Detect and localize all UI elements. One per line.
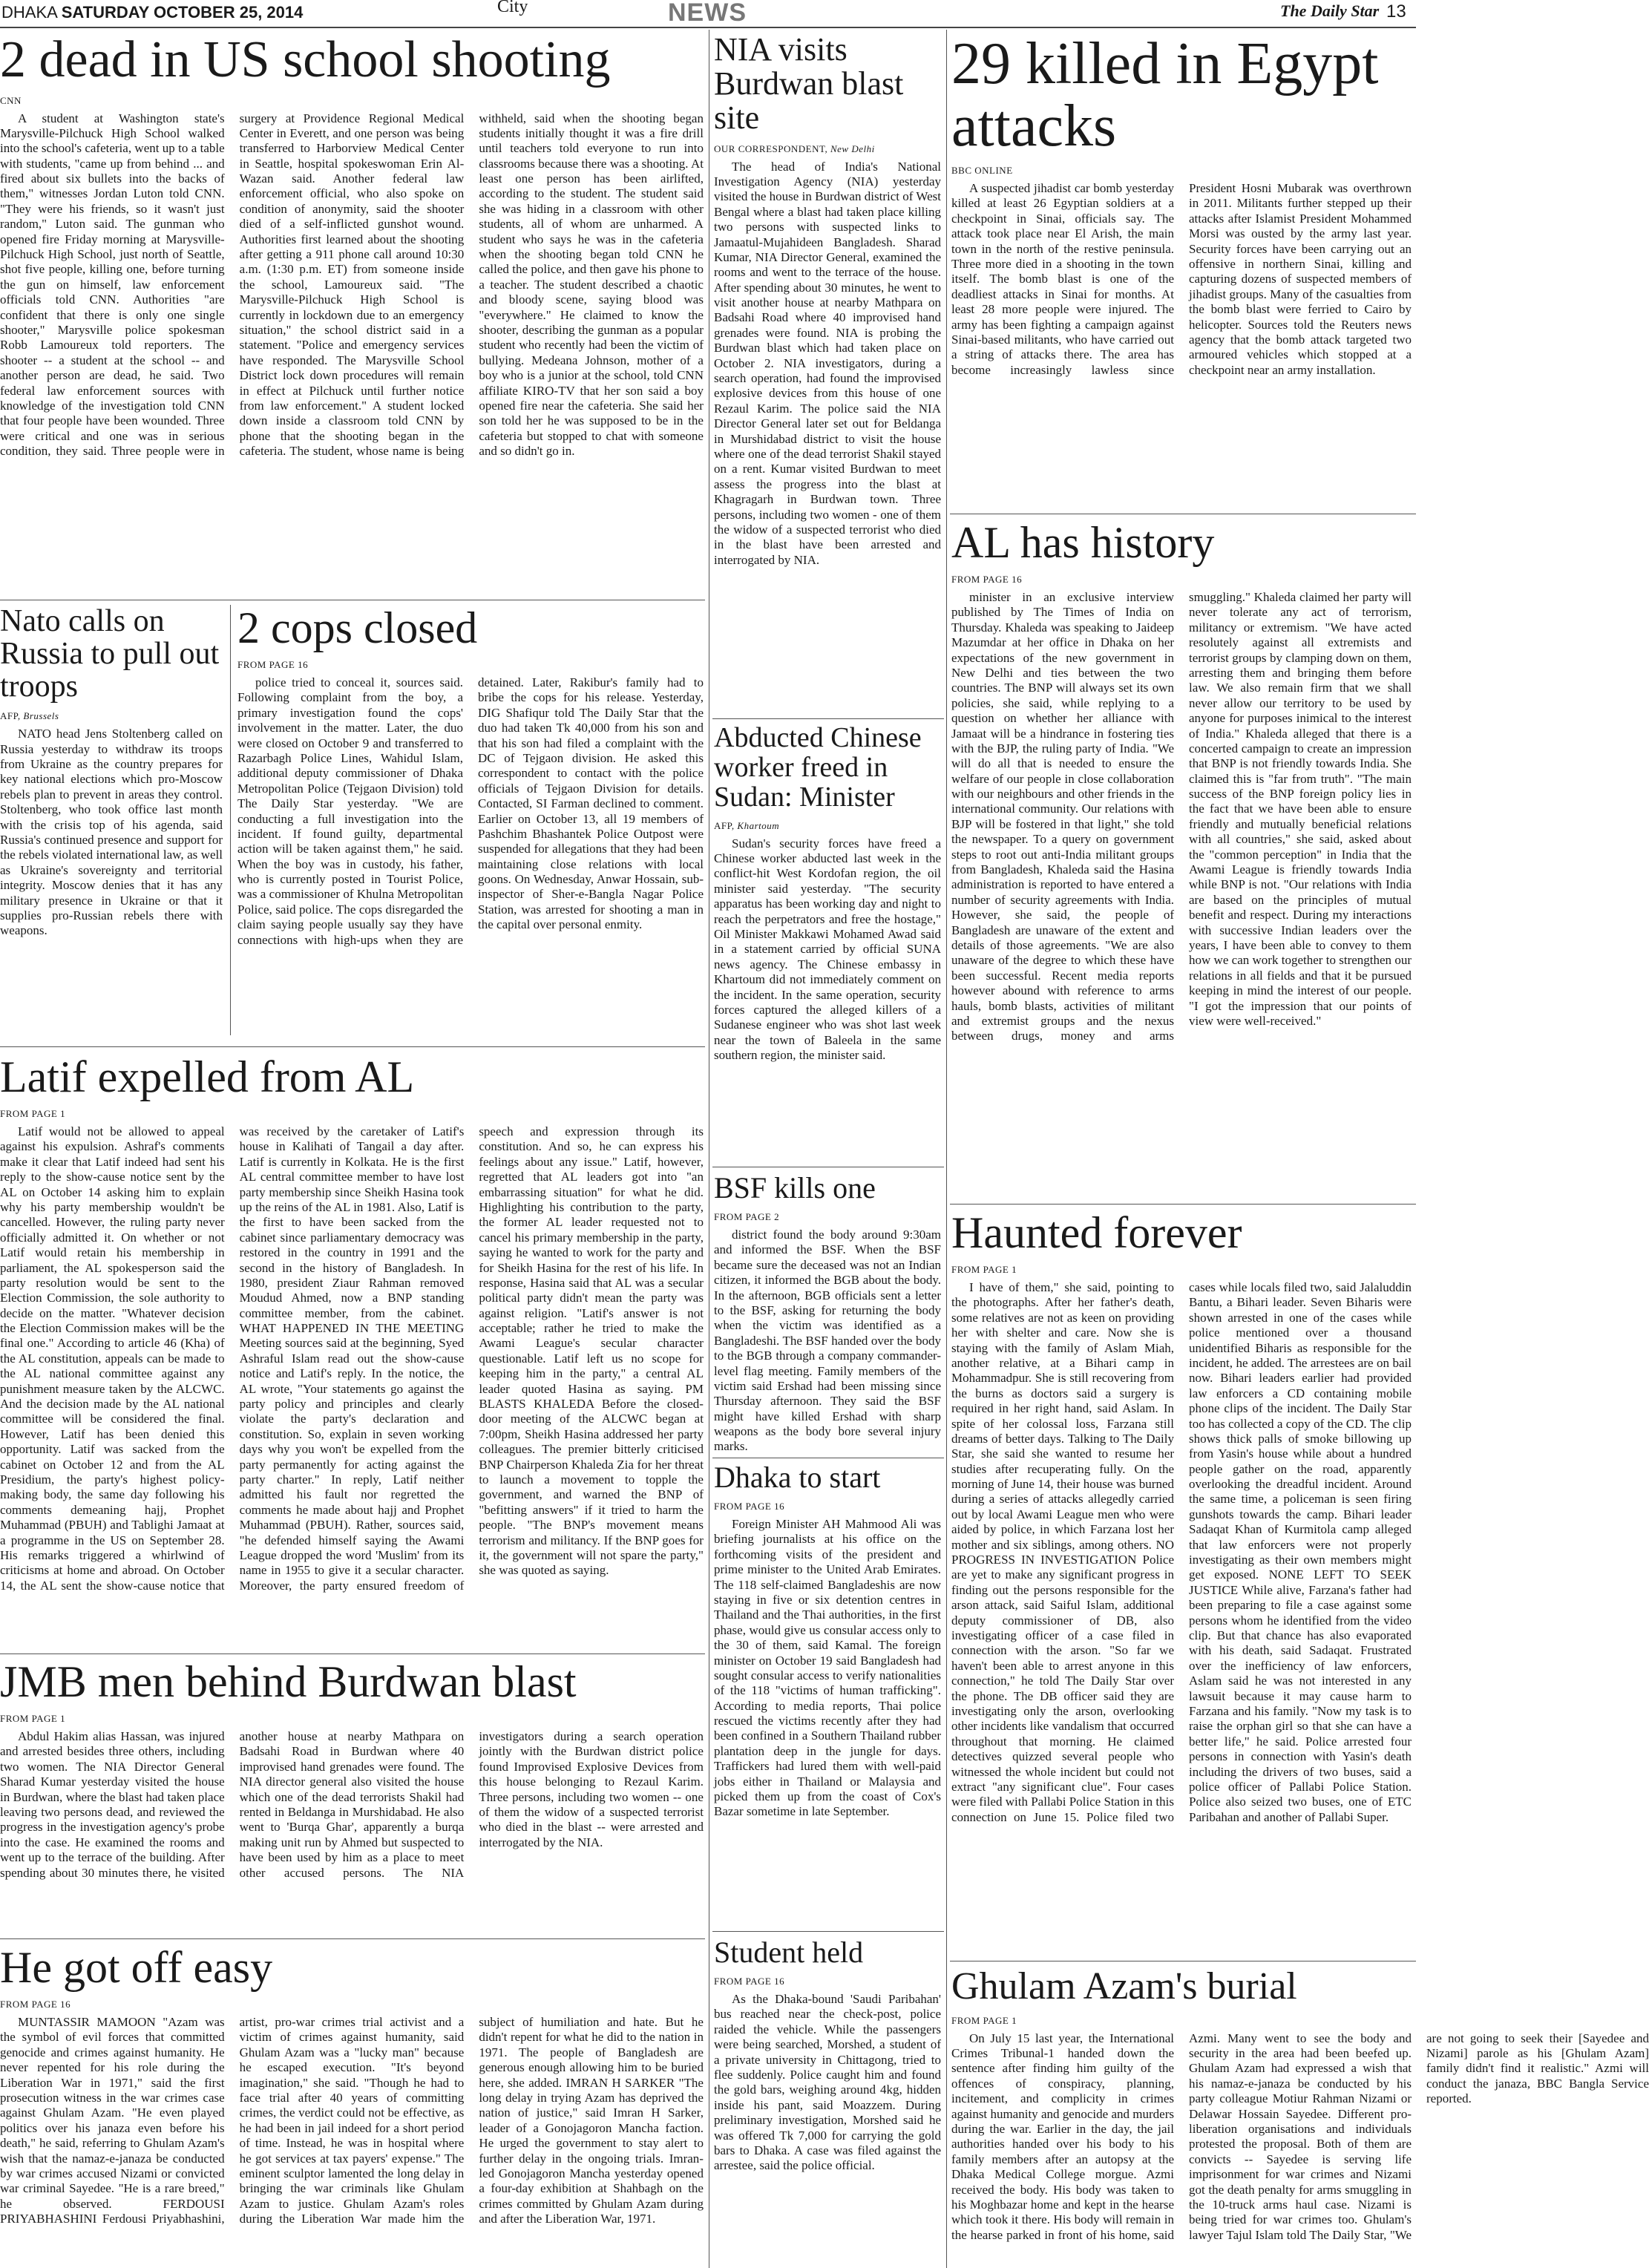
story-body [0, 2015, 704, 2252]
body-text: Latif would not be allowed to appeal against his expulsion. Ashraf's comments make it clear that Latif indeed had sent his reply to the show-cause notice sent by the AL on October 14 asking him to explain why his party membership wouldn't be cancelled. However, the ruling party never officially admitted it. On whether or not Latif would retain his membership in parliament, the AL spokesperson said the party resolution would be sent to the Election Commission, the sole authority to decide on the matter. "Whatever decision the Election Commission makes will be the final one." According to article 46 (Kha) of the AL constitution, appeals can be made to the AL national committee against any punishment measure taken by the ALCWC. And the decision made by the AL national committee will be considered the final. However, Latif has been denied this opportunity. Latif was sacked from the cabinet on October 12 and from the AL Presidium, the party's highest policy-making body, the same day following his comments demeaning hajj, Prophet Muhammad (PBUH) and Tablighi Jamaat at a programme in the US on September 28. His remarks triggered a whirlwind of criticisms at home and abroad. On October 14, the AL sent the show-cause notice that was received by the caretaker of Latif's house in Kalihati of Tangail a day after. Latif is currently in Kolkata. He is the first AL central committee member to have lost party membership since Sheikh Hasina took up the reins of the AL in 1981. Also, Latif is the first to have been sacked from the cabinet since parliamentary democracy was restored in the country in 1991 and the second in the history of Bangladesh. In 1980, president Ziaur Rahman removed Moudud Ahmed, now a BNP standing committee member, from the cabinet. WHAT HAPPENED IN THE MEETING Meeting sources said at the beginning, Syed Ashraful Islam read out the show-cause notice and Latif's reply. In the notice, the AL wrote, "Your statements go against the party policy and principles and clearly violate the party's declaration and constitution. So, explain in seven working days why you won't be expelled from the party permanently for acting against the party charter." In reply, Latif neither admitted his fault nor regretted the comments he made about hajj and Prophet Muhammad (PBUH). Rather, sources said, "he defended himself saying the Awami League dropped the word 'Muslim' from its name in 1955 to give it a secular character. Moreover, the party ensured freedom of speech and expression through its constitution. And so, he can express his feelings about any issue." Latif, however, regretted that AL leaders got into "an embarrassing situation" for what he did. Highlighting his contribution to the party, the former AL leader requested not to cancel his primary membership in the party, saying he wanted to work for the party and for Sheikh Hasina for the rest of his life. In response, Hasina said that AL was a secular political party didn't mean the party was against religion. "Latif's answer is not acceptable; rather he tried to make the Awami League's secular character questionable. Latif left us no scope for keeping him in the party," a central AL leader quoted Hasina as saying. PM BLASTS KHALEDA Before the closed-door meeting of the ALCWC began at 7:00pm, Sheikh Hasina addressed her party colleagues. The premier bitterly criticised BNP Chairperson Khaleda Zia for her threat to launch a movement to topple the government, and warned the BNP of "befitting answers" if it tried to harm the people. "The BNP's movement means terrorism and militancy. If the BNP goes for it, the government will not spare the party," she was quoted as saying. [0, 1124, 704, 1593]
story-rule [712, 1931, 944, 1932]
story-body [0, 1729, 704, 1922]
body-text: A student at Washington state's Marysville-Pilchuck High School walked into the school's cafeteria, went up to a table with students, "came up from behind ... and fired about six bullets into the backs of them," witnesses Jordan Luton told CNN. "They were his friends, so it wasn't just random," Luton said. The gunman who opened fire Friday morning at Marysville-Pilchuck High School, just north of Seattle, shot five people, killing one, before turning the gun on himself, law enforcement officials told CNN. Authorities "are confident that there is only one single shooter," Marysville police spokesman Robb Lamoureux told reporters. The shooter -- a student at the school -- and another person are dead, he said. Two federal law enforcement sources with knowledge of the investigation told CNN that four people have been wounded. Three were critical and one was in serious condition, they said. Three people were in surgery at Providence Regional Medical Center in Everett, and one person was being transferred to Harborview Medical Center in Seattle, hospital spokeswoman Erin Al-Wazan said. Another federal law enforcement official, who also spoke on condition of anonymity, said the shooter died of a self-inflicted gunshot wound. Authorities first learned about the shooting after getting a 911 phone call around 10:30 a.m. (1:30 p.m. ET) from someone inside the school, Lamoureux said. "The Marysville-Pilchuck High School is currently in lockdown due to an emergency situation," the school district said in a statement. "Police and emergency services have responded. The Marysville School District lock down procedures will remain in effect at Pilchuck until further notice from law enforcement." A student locked down inside a classroom told CNN by phone that the shooting began in the cafeteria. The student, whose name is being withheld, said when the shooting began students initially thought it was a fire drill until teachers told everyone to run into classrooms because there was a shooting. At least one person has been airlifted, according to the student. The student said she was hiding in a classroom with other students, all of whom are unharmed. A student who says he was in the cafeteria when the shooting began told CNN he called the police, and then gave his phone to a teacher. The student described a chaotic and bloody scene, saying blood was "everywhere." He claimed to know the shooter, describing the gunman as a popular student who recently had been the victim of bullying. Medeana Johnson, mother of a boy who is a junior at the school, told CNN affiliate KIRO-TV that her son said a boy opened fire near the cafeteria. She said her son told her he was supposed to be in the cafeteria but stopped to chat with someone and so didn't go in. [0, 111, 704, 459]
story-body [714, 1517, 941, 1820]
section-label: City [497, 0, 528, 16]
story-body [237, 675, 704, 1024]
story-body [951, 590, 1412, 1176]
byline: FROM PAGE 2 [714, 1211, 780, 1222]
section-title: NEWS [668, 0, 747, 27]
byline: FROM PAGE 1 [0, 1713, 66, 1724]
story-student [714, 1937, 941, 2264]
body-text: The head of India's National Investigation Agency (NIA) yesterday visited the house in Burdwan district of West Bengal where a blast had taken place killing two persons with suspected links to Jamaatul-Mujahideen Bangladesh. Sharad Kumar, NIA Director General, examined the rooms and went to the terrace of the house. After spending about 30 minutes, he went to visit another house at nearby Mathpara on Badsahi Road where 40 improvised hand grenades were found. NIA is probing the Burdwan blast which had taken place on October 2. NIA investigators, during a search operation, had found the improvised explosive devices from this house of one Rezaul Karim. The police said the NIA Director General later set out for Beldanga in Murshidabad district to visit the house where one of the dead terrorist Shakil stayed on a rent. Kumar visited Burdwan to meet assess the progress into the blast at Khagragarh in Burdwan town. Three persons, including two women - one of them the widow of a suspected terrorist who died in the blast have been arrested and interrogated by NIA. [714, 159, 941, 567]
body-text: I have of them," she said, pointing to the photographs. After her father's death, some relatives are not as keen on providing her with shelter and care. Now she is staying with the family of Aslam Miah, another relative, at a Bihari camp in Mohammadpur. She is still recovering from the burns as doctors said a surgery is required in her right hand, said Aslam. In spite of her colossal loss, Farzana still dreams of better days. Talking to The Daily Star, she said she wanted to resume her studies after recuperating fully. On the morning of June 14, their house was burned during a series of attacks allegedly carried out by local Awami League men who were aided by police, in which Farzana lost her mother and six siblings, among others. NO PROGRESS IN INVESTIGATION Police are yet to make any significant progress in finding out the persons responsible for the arson attack, said Saiful Islam, additional deputy commissioner of DB, also investigating officer of a case filed in connection with the arson. "So far we haven't been able to arrest anyone in this connection," he told The Daily Star over the phone. The DB officer said they are investigating only the arson, overlooking other incidents like vandalism that occurred throughout that morning. He claimed detectives quizzed several people who witnessed the whole incident but could not extract "any significant clue". Four cases were filed with Pallabi Police Station in this connection on June 15. Police filed two cases while locals filed two, said Jalaluddin Bantu, a Bihari leader. Seven Biharis were shown arrested in one of the cases while police mentioned over a thousand unidentified Biharis as responsible for the incident, he added. The arrestees are on bail now. Bihari leaders earlier had provided law enforcers a CD containing mobile phone clips of the incident. The Daily Star too has collected a copy of the CD. The clip shows thick palls of smoke billowing up from Yasin's house while about a hundred people gather on the road, apparently overlooking the dreadful incident. Around the same time, a policeman is seen firing gunshots towards the camp. Bihari leader Sadaqat Khan of Kurmitola camp alleged that law enforcers were not properly investigating as their own members might get exposed. NONE LEFT TO SEEK JUSTICE While alive, Farzana's father had been preparing to file a case against some persons whom he identified from the video clip. But that chance has also evaporated with his death, said Sadaqat. Frustrated over the inefficiency of law enforcers, Aslam said he was not interested in any lawsuit because it may cause harm to Farzana and his family. "Now my task is to raise the orphan girl so that she can have a better life," he said. Police arrested four persons in connection with Yasin's death including the drivers of two buses, said a police officer of Pallabi Police Station. Police also seized two buses, one of ETC Paribahan and another of Pallabi Super. [951, 1280, 1412, 1824]
page-number: 13 [1386, 1, 1406, 22]
story-body [951, 1280, 1412, 1933]
story-body [0, 727, 223, 938]
story-body [0, 111, 704, 564]
story-body [714, 1228, 941, 1455]
body-text: Foreign Minister AH Mahmood Ali was briefing journalists at his office on the forthcoming visits of the president and prime minister to the United Arab Emirates. The 118 self-claimed Bangladeshis are now staying in five or six detention centres in Thailand and the Thai authorities, in the first phase, would give us consular access only to the 30 of them, said Kamal. The foreign minister on October 19 said Bangladesh had sought consular access to verify nationalities of the 118 "victims of human trafficking". According to media reports, Thai police rescued the victims recently after they had been confined in a Southern Thailand rubber plantation deep in the jungle for days. Traffickers had lured them with well-paid jobs either in Thailand or Malaysia and picked them up from the coast of Cox's Bazar sometime in late September. [714, 1517, 941, 1819]
headline: Latif expelled from AL [0, 1052, 415, 1101]
headline: AL has history [951, 518, 1215, 567]
byline: FROM PAGE 1 [951, 2014, 1017, 2026]
byline: FROM PAGE 16 [237, 659, 309, 670]
story-chinese [714, 724, 941, 1154]
page-header [0, 0, 1416, 28]
byline: OUR CORRESPONDENT, New Delhi [714, 142, 875, 154]
body-text: As the Dhaka-bound 'Saudi Paribahan' bus reached near the check-post, police raided the vehicle. While the passengers were being searched, Morshed, a student of a private university in Chittagong, tried to flee suddenly. Police caught him and found the gold bars, weighing around 4kg, hidden inside his pant, said Moazzem. During preliminary investigation, Morshed said he was offered Tk 7,000 for carrying the gold bars to Dhaka. A case was filed against the arrestee, said the police official. [714, 1992, 941, 2173]
headline: 29 killed in Egypt attacks [951, 31, 1379, 159]
story-body [951, 181, 1412, 493]
column-rule [230, 605, 231, 1035]
story-al-history [951, 520, 1412, 1195]
story-jmb [0, 1659, 704, 1933]
byline: FROM PAGE 1 [951, 1264, 1017, 1275]
story-body [714, 160, 941, 568]
story-easy [0, 1944, 704, 2264]
headline: Nato calls on Russia to pull out troops [0, 604, 220, 704]
headline: Student held [714, 1936, 864, 1969]
headline: Haunted forever [951, 1208, 1242, 1257]
story-rule [712, 718, 944, 719]
body-text: MUNTASSIR MAMOON "Azam was the symbol of evil forces that committed genocide and crimes against humanity. He never repented for his role during the Liberation War in 1971," said the first prosecution witness in the war crimes case against Ghulam Azam. "He even played politics over his janaza even before his death," he said, referring to Ghulam Azam's wish that the namaz-e-janaza be conducted by war crimes accused Nizami or convicted war criminal Sayedee. "He is a rare breed," he observed. FERDOUSI PRIYABHASHINI Ferdousi Priyabhashini, artist, pro-war crimes trial activist and a victim of crimes against humanity, said Ghulam Azam was a "lucky man" because he escaped execution. "It's beyond imagination," she said. "Though he had to face trial after 40 years of committing crimes, the verdict could not be effective, as he had been in jail indeed for a short period of time. Instead, he was in hospital where he got services at tax payers' expense." The eminent sculptor lamented the long delay in bringing the war criminals like Ghulam Azam to justice. Ghulam Azam's roles during the Liberation War made him the subject of humiliation and hate. But he didn't repent for what he did to the nation in 1971. The people of Bangladesh are generous enough allowing him to be buried here, she added. IMRAN H SARKER "The long delay in trying Azam has deprived the nation of justice," said Imran H Sarker, leader of a Gonojagoron Mancha faction. He urged the government to stay alert to further delay in the ongoing trials. Imran-led Gonojagoron Mancha yesterday opened a four-day exhibition at Shahbagh on the crimes committed by Ghulam Azam during and after the Liberation War, 1971. [0, 2015, 704, 2226]
story-us-school [0, 33, 704, 595]
story-nia [714, 33, 941, 701]
dateline: DHAKA SATURDAY OCTOBER 25, 2014 [1, 3, 304, 22]
story-latif [0, 1054, 704, 1648]
masthead-logo: The Daily Star [1280, 1, 1380, 20]
story-bsf [714, 1173, 941, 1455]
body-text: NATO head Jens Stoltenberg called on Russia yesterday to withdraw its troops from Ukraine as the country prepares for key national elections which pro-Moscow rebels plan to prevent in areas they control. Stoltenberg, who took office last month with the crisis top of his agenda, said Russia's continued presence and support for the rebels violated international law, as well as Ukraine's sovereignty and territorial integrity. Moscow denies that it has any military presence in Ukraine or that it supplies pro-Russian rebels there with weapons. [0, 727, 223, 938]
headline: BSF kills one [714, 1171, 876, 1205]
body-text: Sudan's security forces have freed a Chinese worker abducted last week in the conflict-hit West Kordofan region, the oil minister said yesterday. "The security apparatus has been working day and night to reach the perpetrators and free the hostage," Oil Minister Makkawi Mohamed Awad said in a statement carried by official SUNA news agency. The Chinese embassy in Khartoum did not immediately comment on the incident. In the same operation, security forces captured the alleged killers of a Sudanese engineer who was shot last week near the town of Baleela in the same southern region, the minister said. [714, 836, 941, 1063]
story-egypt [951, 33, 1412, 500]
headline: JMB men behind Burdwan blast [0, 1657, 577, 1706]
byline: FROM PAGE 16 [714, 1976, 785, 1987]
headline: 2 dead in US school shooting [0, 31, 611, 88]
byline: FROM PAGE 16 [0, 1999, 71, 2010]
byline: FROM PAGE 1 [0, 1108, 66, 1119]
story-body [951, 2031, 1649, 2254]
body-text: minister in an exclusive interview published by The Times of India on Thursday. Khaleda was speaking to Jaideep Mazumdar at her office in Dhaka on her expectations of the new government in New Delhi and ties between the two countries. The BNP will always set its own policies, she said, while replying to a question on whether her alliance with Jamaat will be a hindrance in fostering ties with the BJP, the ruling party of India. "We will do all that is needed to ensure the welfare of our people in close collaboration with our neighbours and other friends in the international community. Our relations with BJP will be fostered in that light," she told the newspaper. To a query on government steps to root out anti-India militant groups from Bangladesh, Khaleda said the Hasina administration is reported to have entered a number of security agreements with India. However, she said, the people of Bangladesh are unaware of the extent and details of those agreements. "We are also unaware of the degree to which these have been successful. Recent media reports however abound with reference to arms hauls, bomb blasts, activities of militant and extremist groups and the nexus between drugs, money and arms smuggling." Khaleda claimed her party will never tolerate any act of terrorism, militancy or extremism. "We have acted resolutely against all extremists and terrorist groups by clamping down on them, arresting them and bringing them before law. We also remain firm that we shall never allow our territory to be used by anyone for purposes inimical to the interest of India." Khaleda alleged that there is a concerted campaign to create an impression that BNP is not friendly towards India. She claimed this is "far from truth". "The main success of the BNP foreign policy lies in the fact that we have been able to ensure friendly and mutually beneficial relations with all countries," she said, asked about the "common perception" in India that the Awami League is friendly towards India while BNP is not. "Our relations with India are based on the principles of mutual benefit and respect. During my interactions with successive Indian leaders over the years, I have been able to convey to them how we can work together to strengthen our relations in all fields and that it be pursued keeping in mind the interest of our people. "I got the impression that our points of view were well-received." [951, 590, 1412, 1043]
story-body [714, 1992, 941, 2174]
byline: CNN [0, 94, 22, 106]
byline: FROM PAGE 16 [951, 574, 1023, 585]
story-rule [0, 1938, 705, 1939]
byline: FROM PAGE 16 [714, 1501, 785, 1512]
story-nato [0, 605, 223, 1035]
byline: AFP, Brussels [0, 710, 59, 722]
story-rule [950, 1204, 1416, 1205]
story-body [714, 836, 941, 1063]
story-cops [237, 605, 704, 1035]
headline: Dhaka to start [714, 1461, 881, 1494]
body-text: police tried to conceal it, sources said. Following complaint from the boy, a primary investigation found the cops' involvement in the matter. Later, the duo were closed on October 9 and transferred to Razarbagh Police Lines, Wahidul Islam, additional deputy commissioner of Dhaka Metropolitan Police (Tejgaon Division) told The Daily Star yesterday. "We are conducting a full investigation into the incident. If found guilty, departmental action will be taken against them," he said. When the boy was in custody, his father, who is currently posted in Tourist Police, was a commissioner of Khulna Metropolitan Police, said police. The cops disregarded the claim saying people usually say they have connections with high-ups when they are detained. Later, Rakibur's family had to bribe the cops for his release. Yesterday, DIG Shafiqur told The Daily Star that the duo had taken Tk 40,000 from his son and that his son had filed a complaint with the DC of Tejgaon division. He asked this correspondent to contact with the police officials of Tejgaon Division for details. Contacted, SI Farman declined to comment. Earlier on October 13, all 19 members of Pashchim Bhashantek Police Outpost were suspended for allegations that they had been maintaining close relations with local goons. On Wednesday, Anwar Hossain, sub-inspector of Sher-e-Bangla Nagar Police Station, was arrested for shooting a man in the capital over personal enmity. [237, 675, 704, 947]
headline: Ghulam Azam's burial [951, 1965, 1297, 2008]
headline: Abducted Chinese worker freed in Sudan: Minister [714, 722, 922, 813]
byline: BBC ONLINE [951, 165, 1013, 176]
headline: 2 cops closed [237, 603, 478, 652]
story-haunted [951, 1210, 1412, 1952]
story-body [0, 1124, 704, 1636]
body-text: A suspected jihadist car bomb yesterday killed at least 26 Egyptian soldiers at a checkpoint in Sinai, officials say. The attack took place near El Arish, the main town in the north of the restive peninsula. Three more died in a shooting in the town itself. The bomb blast is one of the deadliest attacks in Sinai for months. At least 28 more people were injured. The army has been fighting a campaign against Sinai-based militants, who have carried out a string of attacks there. The area has become increasingly lawless since President Hosni Mubarak was overthrown in 2011. Militants further stepped up their attacks after Islamist President Mohammed Morsi was ousted by the army last year. Security forces have been carrying out an offensive in northern Sinai, killing and capturing dozens of suspected members of jihadist groups. Many of the casualties from the bomb blast were ferried to Cairo by helicopter. Sources told the Reuters news agency that the bomb attack targeted two armoured vehicles which stopped at a checkpoint near an army installation. [951, 181, 1412, 377]
headline: NIA visits Burdwan blast site [714, 31, 904, 137]
byline: AFP, Khartoum [714, 819, 780, 831]
story-rule [0, 1046, 705, 1047]
body-text: Abdul Hakim alias Hassan, was injured and arrested besides three others, including two women. The NIA Director General Sharad Kumar yesterday visited the house in Burdwan, where the blast had taken place leaving two persons dead, and reviewed the progress in the investigation agency's probe into the case. He examined the rooms and went up to the terrace of the building. After spending about 30 minutes there, he visited another house at nearby Mathpara on Badsahi Road in Burdwan where 40 improvised hand grenades were found. The NIA director general also visited the house which one of the dead terrorists Shakil had rented in Beldanga in Murshidabad. He also went to 'Burqa Ghar', apparently a burqa making unit run by Ahmed but suspected to have been used by him as a place to meet other accused persons. The NIA investigators during a search operation jointly with the Burdwan district police found Improvised Explosive Devices from this house belonging to Rezaul Karim. Three persons, including two women -- one of them the widow of a suspected terrorist who died in the blast -- were arrested and interrogated by the NIA. [0, 1729, 704, 1880]
headline: He got off easy [0, 1943, 273, 1992]
story-azam [951, 1965, 1649, 2264]
body-text: district found the body around 9:30am and informed the BSF. When the BSF became sure the deceased was not an Indian citizen, it informed the BGB about the body. In the afternoon, BGB officials sent a letter to the BSF, asking for returning the body when the victim was identified as a Bangladeshi. The BSF handed over the body to the BGB through a company commander-level flag meeting. Family members of the victim said Ershad had been missing since Thursday afternoon. They said the BSF might have killed Ershad with sharp weapons as the body bore several injury marks. [714, 1228, 941, 1454]
column-rule [946, 30, 947, 2268]
story-dhaka [714, 1462, 941, 1922]
body-text: On July 15 last year, the International Crimes Tribunal-1 handed down the sentence after finding him guilty of the offences of conspiracy, planning, incitement, and complicity in crimes against humanity and genocide and murders during the war. Earlier in the day, the jail authorities handed over his body to his family members after an autopsy at the Dhaka Medical College morgue. Azmi received the body. His body was taken to his Moghbazar home and kept in the hearse which took it there. His body will remain in the hearse parked in front of his home, said Azmi. Many went to see the body and security in the area had been beefed up. Ghulam Azam had expressed a wish that his namaz-e-janaza be conducted by his party colleague Motiur Rahman Nizami or Delawar Hossain Sayedee. Different pro-liberation organisations and individuals protested the proposal. Both of them are convicts -- Sayedee is serving life imprisonment for war crimes and Nizami got the death penalty for arms smuggling in the 10-truck arms haul case. Nizami is being tried for war crimes too. Ghulam's lawyer Tajul Islam told The Daily Star, "We are not going to seek their [Sayedee and Nizami] parole as his [Ghulam Azam] family didn't find it realistic." Azmi will conduct the janaza, BBC Bangla Service reported. [951, 2031, 1649, 2242]
